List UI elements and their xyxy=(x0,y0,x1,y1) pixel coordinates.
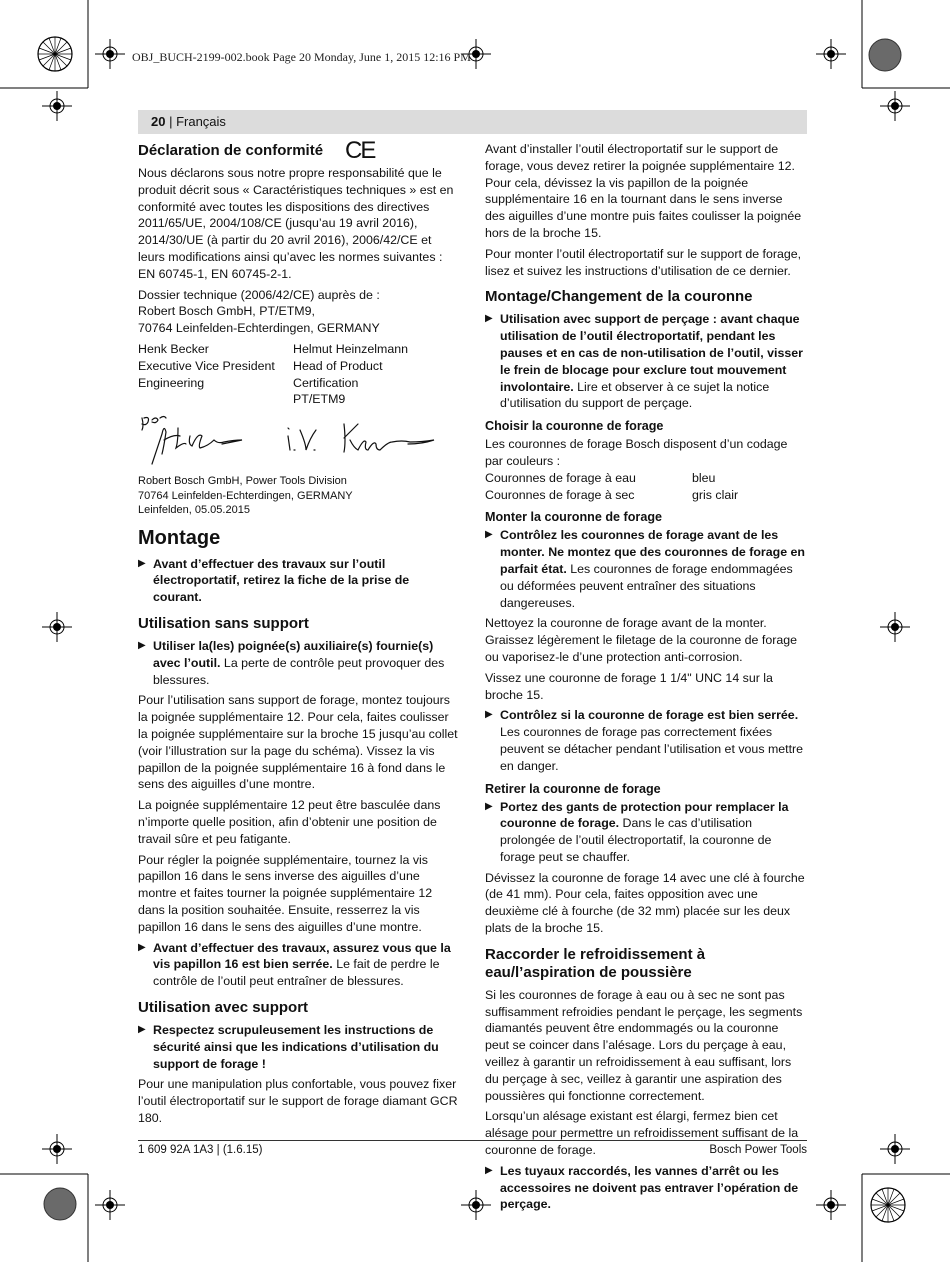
signatory-a xyxy=(138,341,293,408)
signatory-title: Head of Product Certification xyxy=(293,358,383,390)
warning-bold: Utilisation avec support de perçage : avant chaque utilisation de l’outil électroportatif, pendant les pauses et en cas de non-utilisation de l’outil, visser le frein de blocage pour exclure tout mouvement involontaire. xyxy=(500,312,803,394)
address-line: 70764 Leinfelden-Echterdingen, GERMANY xyxy=(138,489,353,502)
footer-brand: Bosch Power Tools xyxy=(709,1144,807,1156)
crosshair-icon xyxy=(95,1190,125,1220)
warning-item xyxy=(138,1022,458,1072)
dossier-line: Dossier technique (2006/42/CE) auprès de : xyxy=(138,287,380,302)
section-heading: Utilisation sans support xyxy=(138,615,309,633)
paragraph: Si les couronnes de forage à eau ou à sec ne sont pas suffisamment refroidies pendant le perçage, les segments diamantés peuvent être endommagés ou la couronne peut se coincer dans l’alésage. Lors du perçage à eau, veillez à garantir un refroidissement à eau suffisant, lors du perçage à sec, veillez à garantir une aspiration des poussières qui fonctionne correctement. xyxy=(485,987,803,1103)
warning-item xyxy=(138,556,458,606)
crosshair-icon xyxy=(880,91,910,121)
footer-doc-number: 1 609 92A 1A3 | (1.6.15) xyxy=(138,1144,263,1156)
warning-bold: Contrôlez les couronnes de forage avant de les monter. Ne montez que des couronnes de forage en parfait état. xyxy=(500,528,806,576)
ce-mark-icon: CE xyxy=(345,137,375,164)
table-cell: gris clair xyxy=(692,487,739,502)
triangle-bullet-icon: ▶ xyxy=(485,709,493,721)
page-number: 20 xyxy=(151,114,166,129)
declaration-title xyxy=(138,137,458,164)
paragraph: Pour régler la poignée supplémentaire, tournez la vis papillon 16 dans le sens inverse des aiguilles d’une montre et faites tourner la poignée supplémentaire 12 dans la position souhaitée. Ensuite, resserrez la vis papillon 16 dans le sens des aiguilles d’une montre. xyxy=(138,852,433,934)
page-header-bar xyxy=(138,110,807,134)
paragraph: Vissez une couronne de forage 1 1/4" UNC 14 sur la broche 15. xyxy=(485,670,773,702)
warning-text: Lire et observer à ce sujet la notice d’utilisation du support de perçage. xyxy=(500,379,770,411)
left-column xyxy=(138,137,458,1131)
dossier-line: Robert Bosch GmbH, PT/ETM9, xyxy=(138,304,315,319)
triangle-bullet-icon: ▶ xyxy=(485,529,493,541)
header-language: Français xyxy=(176,114,226,129)
signatory-b xyxy=(293,341,448,408)
gray-target-icon xyxy=(867,37,903,73)
warning-text: Les couronnes de forage endommagées ou déformées peuvent entraîner des situations dangereuses. xyxy=(500,561,793,610)
color-code-row xyxy=(485,487,805,504)
table-cell: Couronnes de forage à sec xyxy=(485,487,635,502)
signatory-title: Engineering xyxy=(138,375,205,390)
dossier-block xyxy=(138,287,458,337)
signatory-names xyxy=(138,341,458,408)
triangle-bullet-icon: ▶ xyxy=(138,557,146,569)
address-line: Robert Bosch GmbH, Power Tools Division xyxy=(138,475,347,488)
gray-target-icon xyxy=(42,1186,78,1222)
subsection-heading: Retirer la couronne de forage xyxy=(485,781,661,796)
paragraph: Pour l’utilisation sans support de forage, montez toujours la poignée supplémentaire 12. Pour cela, faites coulisser la poignée supplémentaire sur la broche 15 jusqu’au collet (voir l’illustration sur la page du schéma). Vissez la vis papillon de la poignée supplémentaire 16 à fond dans le sens des aiguilles d’une montre. xyxy=(138,693,458,792)
paragraph: Pour monter l’outil électroportatif sur le support de forage, lisez et suivez les instructions d’utilisation de ce dernier. xyxy=(485,246,802,278)
warning-bold: Utiliser la(les) poignée(s) auxiliaire(s) fournie(s) avec l’outil. xyxy=(153,639,434,670)
warning-item xyxy=(485,311,805,412)
header-separator: | xyxy=(165,114,177,129)
crosshair-icon xyxy=(880,612,910,642)
handwritten-signatures xyxy=(138,414,458,470)
subsection-heading: Monter la couronne de forage xyxy=(485,510,663,525)
warning-item xyxy=(138,638,458,688)
triangle-bullet-icon: ▶ xyxy=(138,640,146,652)
paragraph: Les couronnes de forage Bosch disposent d’un codage par couleurs : xyxy=(485,437,788,468)
triangle-bullet-icon: ▶ xyxy=(485,800,493,812)
declaration-title-text: Déclaration de conformité xyxy=(138,142,324,159)
paragraph: Pour une manipulation plus confortable, vous pouvez fixer l’outil électroportatif sur le support de forage diamant GCR 180. xyxy=(138,1077,458,1125)
dossier-line: 70764 Leinfelden-Echterdingen, GERMANY xyxy=(138,321,380,336)
warning-item xyxy=(485,707,805,774)
page-header xyxy=(151,114,226,129)
warning-text: Le fait de perdre le contrôle de l’outil peut entraîner de blessures. xyxy=(153,957,440,989)
signatory-name: Helmut Heinzelmann xyxy=(293,341,409,356)
warning-item xyxy=(485,1163,805,1213)
warning-item xyxy=(485,527,805,611)
montage-heading: Montage xyxy=(138,526,221,549)
subsection-heading: Choisir la couronne de forage xyxy=(485,419,664,434)
triangle-bullet-icon: ▶ xyxy=(485,1164,493,1176)
crosshair-icon xyxy=(95,39,125,69)
section-heading: Montage/Changement de la couronne xyxy=(485,288,753,306)
signatory-title: PT/ETM9 xyxy=(293,392,346,407)
warning-text: La perte de contrôle peut provoquer des blessures. xyxy=(153,655,445,687)
warning-text: Avant d’effectuer des travaux sur l’outil électroportatif, retirez la fiche de la prise de courant. xyxy=(153,556,410,605)
section-heading: Raccorder le refroidissement à eau/l’aspiration de poussière xyxy=(485,945,706,981)
paragraph: La poignée supplémentaire 12 peut être basculée dans n’importe quelle position, afin d’obtenir une position de travail sûre et peu fatigante. xyxy=(138,798,441,846)
registration-target-icon xyxy=(868,1185,908,1225)
triangle-bullet-icon: ▶ xyxy=(138,1023,146,1035)
warning-bold: Portez des gants de protection pour remplacer la couronne de forage. xyxy=(500,799,789,831)
warning-bold: Avant d’effectuer des travaux, assurez vous que la vis papillon 16 est bien serrée. xyxy=(153,940,451,972)
triangle-bullet-icon: ▶ xyxy=(485,313,493,325)
paragraph: Avant d’installer l’outil électroportatif sur le support de forage, vous devez retirer la poignée supplémentaire 12. Pour cela, dévissez la vis papillon de la poignée supplémentaire 16 en la tournant dans le sens inverse des aiguilles d’une montre puis faites coulisser la poignée hors de la broche 15. xyxy=(485,142,802,240)
color-code-row xyxy=(485,470,805,487)
crosshair-icon xyxy=(42,91,72,121)
right-column xyxy=(485,141,805,1217)
print-slug-line: OBJ_BUCH-2199-002.book Page 20 Monday, June 1, 2015 12:16 PM xyxy=(132,50,471,64)
registration-target-icon xyxy=(35,34,75,74)
warning-text: Les couronnes de forage pas correctement fixées peuvent se détacher pendant l’utilisation et vous mettre en danger. xyxy=(500,725,804,773)
crosshair-icon xyxy=(42,612,72,642)
warning-bold: Contrôlez si la couronne de forage est bien serrée. xyxy=(500,708,799,723)
paragraph: Dévissez la couronne de forage 14 avec une clé à fourche (de 41 mm). Pour cela, faites opposition avec une deuxième clé à fourche (de 32 mm) placée sur les deux plats de la broche 15. xyxy=(485,870,805,936)
warning-text: Dans le cas d’utilisation prolongée de l’outil électroportatif, la couronne de forage peut se chauffer. xyxy=(500,816,772,864)
table-cell: bleu xyxy=(692,470,716,485)
crosshair-icon xyxy=(42,1134,72,1164)
warning-bold: Les tuyaux raccordés, les vannes d’arrêt ou les accessoires ne doivent pas entraver l’opération de perçage. xyxy=(500,1163,799,1212)
warning-item xyxy=(138,940,458,990)
signatory-name: Henk Becker xyxy=(138,341,209,356)
company-address xyxy=(138,474,458,518)
footer-rule xyxy=(138,1140,807,1141)
warning-item xyxy=(485,799,805,866)
triangle-bullet-icon: ▶ xyxy=(138,941,146,953)
crosshair-icon xyxy=(880,1134,910,1164)
warning-bold: Respectez scrupuleusement les instructions de sécurité ainsi que les indications d’utilisation du support de forage ! xyxy=(153,1022,439,1071)
paragraph: Lorsqu’un alésage existant est élargi, fermez bien cet alésage pour permettre un refroidissement suffisant de la couronne de forage. xyxy=(485,1109,799,1158)
address-line: Leinfelden, 05.05.2015 xyxy=(138,504,250,517)
table-cell: Couronnes de forage à eau xyxy=(485,470,636,485)
paragraph: Nettoyez la couronne de forage avant de la monter. Graissez légèrement le filetage de la couronne de forage ou vaporisez-le d’une protection anti-corrosion. xyxy=(485,616,798,664)
declaration-body: Nous déclarons sous notre propre responsabilité que le produit décrit sous « Caractéristiques techniques » est en conformité avec toutes les dispositions des directives 2011/65/UE, 2004/108/CE (jusqu’au 19 avril 2016), 2014/30/UE (à partir du 20 avril 2016), 2006/42/CE et leurs modifications ainsi qu’avec les normes suivantes : EN 60745-1, EN 60745-2-1. xyxy=(138,166,454,281)
signatory-title: Executive Vice President xyxy=(138,358,275,373)
crosshair-icon xyxy=(816,1190,846,1220)
section-heading: Utilisation avec support xyxy=(138,998,309,1016)
crosshair-icon xyxy=(816,39,846,69)
